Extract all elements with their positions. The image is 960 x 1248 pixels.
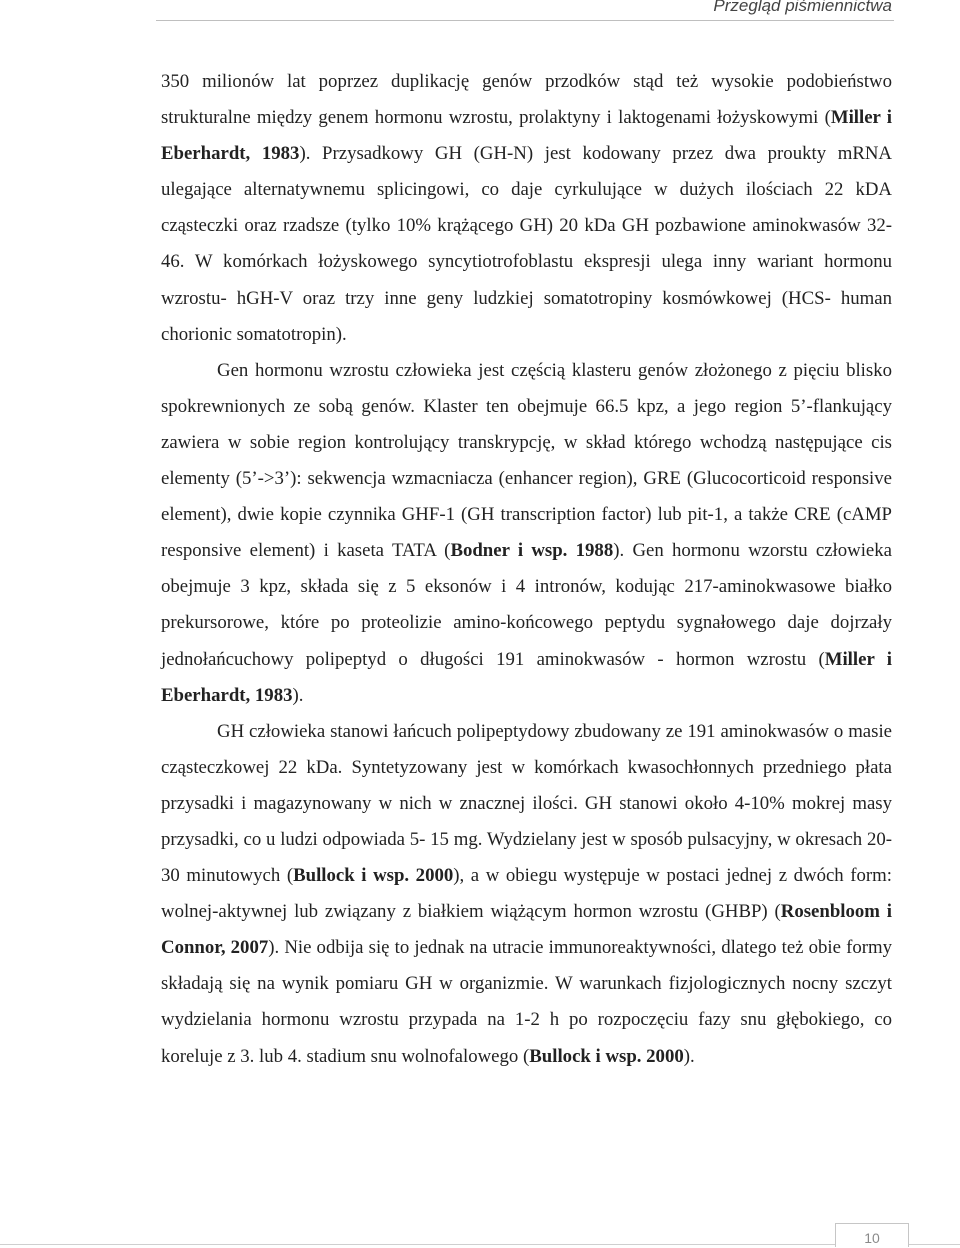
citation: Miller i Eberhardt, 1983 bbox=[161, 107, 892, 165]
running-header-title: Przegląd piśmiennictwa bbox=[713, 0, 892, 15]
text-run: ). Gen hormonu wzorstu człowieka obejmuje 3 kpz, składa się z 5 eksonów i 4 intronów, kodując 217-aminokwasowe białko prekursorowe, które po proteolizie amino-końcowego peptydu sygnałowego daje dojrzały jednołańcuchowy polipeptyd o długości 191 aminokwasów - hormon wzrostu ( bbox=[161, 540, 892, 670]
text-run: ). Przysadkowy GH (GH-N) jest kodowany przez dwa proukty mRNA ulegające alternatywnemu splicingowi, co daje cyrkulujące w dużych ilościach 22 kDA cząsteczki oraz rzadsze (tylko 10% krążącego GH) 20 kDa GH pozbawione aminokwasów 32-46. W komórkach łożyskowego syncytiotrofoblastu ekspresji ulega inny wariant hormonu wzrostu- hGH-V oraz trzy inne geny ludzkiej somatotropiny kosmówkowej (HCS- human chorionic somatotropin). bbox=[161, 143, 892, 345]
text-run: Gen hormonu wzrostu człowieka jest częścią klasteru genów złożonego z pięciu blisko spokrewnionych ze sobą genów. Klaster ten obejmuje 66.5 kpz, a jego region 5’-flankujący zawiera w sobie region kontrolujący transkrypcję, w skład którego wchodzą następujące cis elementy (5’->3’): sekwencja wzmacniacza (enhancer region), GRE (Glucocorticoid responsive element), dwie kopie czynnika GHF-1 (GH transcription factor) lub pit-1, a także CRE (cAMP responsive element) i kaseta TATA ( bbox=[161, 359, 892, 562]
footer-divider bbox=[0, 1244, 960, 1245]
page-header bbox=[156, 0, 894, 21]
text-run: ), a w obiegu występuje w postaci jednej z dwóch form: wolnej-aktywnej lub związany z białkiem wiążącym hormon wzrostu (GHBP) ( bbox=[161, 865, 893, 923]
paragraph-1 bbox=[161, 64, 892, 353]
page-number: 10 bbox=[864, 1230, 880, 1246]
citation: Miller i Eberhardt, 1983 bbox=[161, 648, 892, 706]
citation: Rosenbloom i Connor, 2007 bbox=[161, 901, 892, 959]
citation: Bodner i wsp. 1988 bbox=[450, 540, 614, 562]
citation: Bullock i wsp. 2000 bbox=[293, 865, 454, 887]
paragraph-2 bbox=[161, 353, 892, 714]
text-run: GH człowieka stanowi łańcuch polipeptydowy zbudowany ze 191 aminokwasów o masie cząsteczkowej 22 kDa. Syntetyzowany jest w komórkach kwasochłonnych przedniego płata przysadki i magazynowany w nich w znacznej ilości. GH stanowi około 4-10% mokrej masy przysadki, co u ludzi odpowiada 5- 15 mg. Wydzielany jest w sposób pulsacyjny, w okresach 20-30 minutowych ( bbox=[161, 720, 892, 887]
document-body bbox=[161, 64, 892, 1075]
paragraph-3 bbox=[161, 714, 892, 1075]
citation: Bullock i wsp. 2000 bbox=[529, 1045, 684, 1067]
page-number-box bbox=[835, 1223, 909, 1247]
text-run: ). bbox=[292, 684, 304, 706]
text-run: ). Nie odbija się to jednak na utracie immunoreaktywności, dlatego też obie formy składają się na wynik pomiaru GH w organizmie. W warunkach fizjologicznych nocny szczyt wydzielania hormonu wzrostu przypada na 1-2 h po rozpoczęciu fazy snu głębokiego, co koreluje z 3. lub 4. stadium snu wolnofalowego ( bbox=[161, 937, 892, 1067]
text-run: ). bbox=[683, 1045, 695, 1067]
text-run: 350 milionów lat poprzez duplikację genów przodków stąd też wysokie podobieństwo strukturalne między genem hormonu wzrostu, prolaktyny i laktogenami łożyskowymi ( bbox=[161, 71, 892, 129]
